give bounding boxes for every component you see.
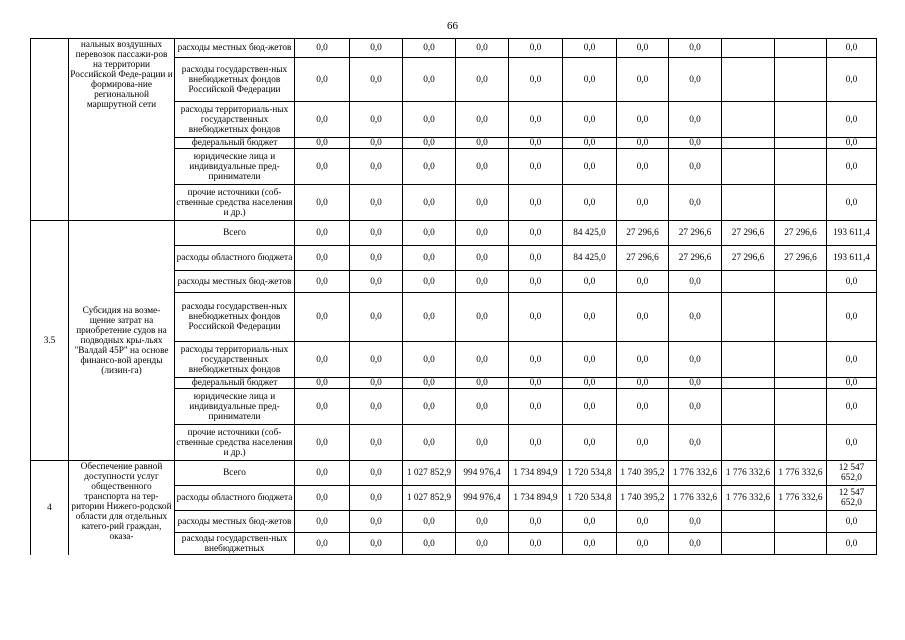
value-cell: 0,0 — [456, 102, 509, 138]
budget-table — [30, 38, 877, 555]
value-cell: 0,0 — [617, 149, 669, 185]
value-cell: 0,0 — [669, 511, 722, 533]
funding-source: расходы областного бюджета — [175, 486, 295, 511]
value-cell: 994 976,4 — [456, 486, 509, 511]
value-cell: 0,0 — [563, 271, 617, 293]
value-cell: 0,0 — [827, 425, 877, 461]
value-cell — [775, 138, 827, 149]
value-cell: 0,0 — [350, 486, 403, 511]
value-cell: 1 734 894,9 — [509, 486, 563, 511]
value-cell: 0,0 — [669, 378, 722, 389]
value-cell: 0,0 — [617, 102, 669, 138]
value-cell: 0,0 — [617, 342, 669, 378]
value-cell: 0,0 — [403, 378, 456, 389]
value-cell: 1 027 852,9 — [403, 486, 456, 511]
value-cell: 0,0 — [295, 511, 350, 533]
value-cell: 0,0 — [350, 221, 403, 246]
value-cell: 0,0 — [563, 58, 617, 102]
value-cell: 0,0 — [563, 389, 617, 425]
value-cell: 27 296,6 — [617, 246, 669, 271]
funding-source: расходы государствен-ных внебюджетных — [175, 533, 295, 555]
value-cell — [722, 138, 775, 149]
value-cell: 0,0 — [669, 149, 722, 185]
value-cell: 193 611,4 — [827, 221, 877, 246]
value-cell — [722, 378, 775, 389]
value-cell: 0,0 — [509, 138, 563, 149]
value-cell: 0,0 — [669, 533, 722, 555]
value-cell: 0,0 — [350, 138, 403, 149]
table-row — [31, 39, 877, 58]
value-cell: 0,0 — [617, 185, 669, 221]
item-number: 4 — [31, 461, 69, 555]
value-cell — [775, 149, 827, 185]
value-cell: 0,0 — [350, 511, 403, 533]
value-cell: 0,0 — [827, 102, 877, 138]
funding-source: федеральный бюджет — [175, 378, 295, 389]
value-cell — [722, 293, 775, 342]
value-cell: 0,0 — [350, 246, 403, 271]
value-cell: 0,0 — [509, 378, 563, 389]
value-cell: 0,0 — [350, 149, 403, 185]
value-cell — [775, 389, 827, 425]
value-cell: 0,0 — [403, 389, 456, 425]
value-cell: 27 296,6 — [669, 246, 722, 271]
value-cell: 0,0 — [617, 533, 669, 555]
value-cell: 0,0 — [295, 102, 350, 138]
value-cell: 0,0 — [617, 425, 669, 461]
value-cell: 0,0 — [295, 39, 350, 58]
value-cell: 0,0 — [563, 149, 617, 185]
funding-source: прочие источники (соб-ственные средства населения и др.) — [175, 425, 295, 461]
value-cell: 0,0 — [563, 102, 617, 138]
value-cell: 0,0 — [295, 138, 350, 149]
value-cell: 27 296,6 — [775, 246, 827, 271]
value-cell — [722, 185, 775, 221]
value-cell — [722, 425, 775, 461]
value-cell — [722, 389, 775, 425]
funding-source: расходы местных бюд-жетов — [175, 511, 295, 533]
value-cell: 0,0 — [669, 102, 722, 138]
value-cell: 0,0 — [617, 58, 669, 102]
value-cell: 1 720 534,8 — [563, 461, 617, 486]
value-cell: 1 776 332,6 — [775, 486, 827, 511]
funding-source: Всего — [175, 221, 295, 246]
value-cell: 0,0 — [827, 138, 877, 149]
funding-source: расходы территориаль-ных государственных внебюджетных фондов — [175, 102, 295, 138]
value-cell: 0,0 — [456, 293, 509, 342]
value-cell: 1 776 332,6 — [722, 486, 775, 511]
item-name: нальных воздушных перевозок пассажи-ров на территории Российской Феде-рации и формирова-ние региональной маршрутной сети — [69, 39, 175, 221]
value-cell: 0,0 — [456, 221, 509, 246]
value-cell: 0,0 — [350, 185, 403, 221]
value-cell: 0,0 — [403, 246, 456, 271]
value-cell: 0,0 — [563, 39, 617, 58]
value-cell: 0,0 — [509, 389, 563, 425]
value-cell: 1 734 894,9 — [509, 461, 563, 486]
value-cell: 0,0 — [456, 378, 509, 389]
value-cell: 0,0 — [456, 511, 509, 533]
value-cell: 0,0 — [509, 58, 563, 102]
value-cell: 12 547 652,0 — [827, 486, 877, 511]
value-cell: 0,0 — [617, 378, 669, 389]
value-cell: 0,0 — [669, 185, 722, 221]
value-cell: 0,0 — [509, 425, 563, 461]
value-cell — [775, 293, 827, 342]
value-cell: 1 776 332,6 — [775, 461, 827, 486]
value-cell: 0,0 — [295, 486, 350, 511]
value-cell: 1 027 852,9 — [403, 461, 456, 486]
value-cell — [722, 342, 775, 378]
value-cell: 0,0 — [617, 511, 669, 533]
value-cell: 0,0 — [827, 378, 877, 389]
value-cell: 0,0 — [669, 425, 722, 461]
item-name: Субсидия на возме-щение затрат на приобретение судов на подводных кры-льях "Валдай 45Р" на основе финансо-вой аренды (лизин-га) — [69, 221, 175, 461]
value-cell — [775, 342, 827, 378]
value-cell: 0,0 — [827, 342, 877, 378]
funding-source: Всего — [175, 461, 295, 486]
value-cell: 0,0 — [350, 58, 403, 102]
value-cell: 0,0 — [509, 246, 563, 271]
value-cell — [722, 511, 775, 533]
value-cell: 0,0 — [350, 342, 403, 378]
value-cell: 0,0 — [295, 533, 350, 555]
value-cell: 0,0 — [509, 39, 563, 58]
value-cell: 0,0 — [350, 102, 403, 138]
value-cell — [775, 271, 827, 293]
item-number: 3.5 — [31, 221, 69, 461]
value-cell: 1 740 395,2 — [617, 461, 669, 486]
value-cell — [775, 39, 827, 58]
value-cell: 0,0 — [295, 378, 350, 389]
value-cell: 0,0 — [456, 138, 509, 149]
value-cell: 0,0 — [617, 389, 669, 425]
value-cell: 0,0 — [617, 271, 669, 293]
value-cell: 0,0 — [509, 342, 563, 378]
funding-source: расходы местных бюд-жетов — [175, 271, 295, 293]
value-cell: 0,0 — [295, 271, 350, 293]
value-cell: 0,0 — [456, 149, 509, 185]
value-cell: 0,0 — [456, 533, 509, 555]
funding-source: расходы государствен-ных внебюджетных фондов Российской Федерации — [175, 58, 295, 102]
value-cell — [775, 58, 827, 102]
item-number — [31, 39, 69, 221]
value-cell: 0,0 — [403, 102, 456, 138]
value-cell: 0,0 — [403, 149, 456, 185]
value-cell: 0,0 — [295, 389, 350, 425]
value-cell: 1 776 332,6 — [722, 461, 775, 486]
value-cell: 0,0 — [509, 511, 563, 533]
value-cell: 0,0 — [456, 389, 509, 425]
value-cell: 0,0 — [403, 58, 456, 102]
value-cell: 0,0 — [350, 461, 403, 486]
value-cell: 27 296,6 — [775, 221, 827, 246]
value-cell: 0,0 — [827, 39, 877, 58]
value-cell: 0,0 — [563, 378, 617, 389]
value-cell: 0,0 — [456, 246, 509, 271]
value-cell: 0,0 — [669, 39, 722, 58]
table-row — [31, 461, 877, 486]
value-cell: 193 611,4 — [827, 246, 877, 271]
value-cell: 84 425,0 — [563, 221, 617, 246]
value-cell: 0,0 — [456, 342, 509, 378]
value-cell: 0,0 — [295, 221, 350, 246]
value-cell: 0,0 — [403, 138, 456, 149]
value-cell: 0,0 — [669, 138, 722, 149]
value-cell: 27 296,6 — [669, 221, 722, 246]
value-cell — [775, 511, 827, 533]
value-cell: 0,0 — [350, 425, 403, 461]
value-cell: 0,0 — [827, 293, 877, 342]
value-cell: 0,0 — [669, 58, 722, 102]
value-cell: 0,0 — [295, 149, 350, 185]
value-cell: 0,0 — [403, 39, 456, 58]
value-cell: 1 776 332,6 — [669, 486, 722, 511]
value-cell: 0,0 — [295, 185, 350, 221]
value-cell: 994 976,4 — [456, 461, 509, 486]
funding-source: прочие источники (соб-ственные средства населения и др.) — [175, 185, 295, 221]
value-cell: 0,0 — [403, 342, 456, 378]
value-cell — [775, 378, 827, 389]
funding-source: юридические лица и индивидуальные пред-приниматели — [175, 389, 295, 425]
value-cell: 0,0 — [563, 533, 617, 555]
funding-source: расходы местных бюд-жетов — [175, 39, 295, 58]
value-cell: 1 776 332,6 — [669, 461, 722, 486]
value-cell: 0,0 — [669, 293, 722, 342]
value-cell: 1 740 395,2 — [617, 486, 669, 511]
value-cell: 0,0 — [563, 511, 617, 533]
value-cell: 0,0 — [403, 425, 456, 461]
value-cell: 0,0 — [617, 138, 669, 149]
funding-source: расходы территориаль-ных государственных внебюджетных фондов — [175, 342, 295, 378]
value-cell — [722, 149, 775, 185]
value-cell: 0,0 — [350, 271, 403, 293]
value-cell: 0,0 — [350, 533, 403, 555]
value-cell — [775, 102, 827, 138]
value-cell: 0,0 — [295, 58, 350, 102]
page-number: 66 — [447, 20, 458, 32]
value-cell: 0,0 — [827, 58, 877, 102]
funding-source: юридические лица и индивидуальные пред-приниматели — [175, 149, 295, 185]
value-cell: 0,0 — [563, 185, 617, 221]
value-cell: 0,0 — [350, 378, 403, 389]
value-cell: 1 720 534,8 — [563, 486, 617, 511]
funding-source: расходы областного бюджета — [175, 246, 295, 271]
value-cell: 0,0 — [295, 246, 350, 271]
value-cell: 0,0 — [827, 389, 877, 425]
value-cell: 27 296,6 — [722, 246, 775, 271]
value-cell: 0,0 — [403, 533, 456, 555]
value-cell: 0,0 — [563, 138, 617, 149]
value-cell: 0,0 — [617, 293, 669, 342]
value-cell: 0,0 — [509, 149, 563, 185]
value-cell: 0,0 — [403, 511, 456, 533]
value-cell: 0,0 — [509, 102, 563, 138]
value-cell: 0,0 — [509, 293, 563, 342]
value-cell: 0,0 — [827, 533, 877, 555]
value-cell: 0,0 — [669, 389, 722, 425]
value-cell: 0,0 — [669, 271, 722, 293]
value-cell: 0,0 — [403, 271, 456, 293]
value-cell: 84 425,0 — [563, 246, 617, 271]
value-cell: 0,0 — [350, 389, 403, 425]
table-row — [31, 221, 877, 246]
value-cell: 0,0 — [295, 342, 350, 378]
funding-source: федеральный бюджет — [175, 138, 295, 149]
value-cell: 0,0 — [827, 149, 877, 185]
value-cell — [722, 533, 775, 555]
value-cell: 0,0 — [350, 293, 403, 342]
funding-source: расходы государствен-ных внебюджетных фондов Российской Федерации — [175, 293, 295, 342]
value-cell: 0,0 — [295, 425, 350, 461]
table-body — [31, 39, 877, 555]
value-cell: 0,0 — [295, 461, 350, 486]
value-cell: 0,0 — [827, 511, 877, 533]
value-cell: 27 296,6 — [722, 221, 775, 246]
value-cell: 0,0 — [563, 342, 617, 378]
value-cell: 0,0 — [456, 271, 509, 293]
value-cell — [722, 102, 775, 138]
value-cell: 0,0 — [350, 39, 403, 58]
value-cell: 0,0 — [669, 342, 722, 378]
value-cell: 27 296,6 — [617, 221, 669, 246]
value-cell — [775, 533, 827, 555]
value-cell: 0,0 — [563, 293, 617, 342]
value-cell: 0,0 — [403, 185, 456, 221]
value-cell: 0,0 — [827, 185, 877, 221]
value-cell: 0,0 — [563, 425, 617, 461]
value-cell: 0,0 — [509, 185, 563, 221]
value-cell — [722, 58, 775, 102]
value-cell: 0,0 — [509, 221, 563, 246]
value-cell: 0,0 — [509, 533, 563, 555]
value-cell — [775, 425, 827, 461]
value-cell: 0,0 — [617, 39, 669, 58]
value-cell: 12 547 652,0 — [827, 461, 877, 486]
value-cell: 0,0 — [456, 425, 509, 461]
value-cell: 0,0 — [827, 271, 877, 293]
value-cell: 0,0 — [456, 39, 509, 58]
value-cell: 0,0 — [403, 293, 456, 342]
value-cell: 0,0 — [509, 271, 563, 293]
value-cell — [775, 185, 827, 221]
value-cell: 0,0 — [456, 58, 509, 102]
value-cell — [722, 39, 775, 58]
value-cell — [722, 271, 775, 293]
item-name: Обеспечение равной доступности услуг общественного транспорта на тер-ритории Нижего-родской области для отдельных катего-рий граждан, оказа- — [69, 461, 175, 555]
value-cell: 0,0 — [295, 293, 350, 342]
value-cell: 0,0 — [456, 185, 509, 221]
value-cell: 0,0 — [403, 221, 456, 246]
